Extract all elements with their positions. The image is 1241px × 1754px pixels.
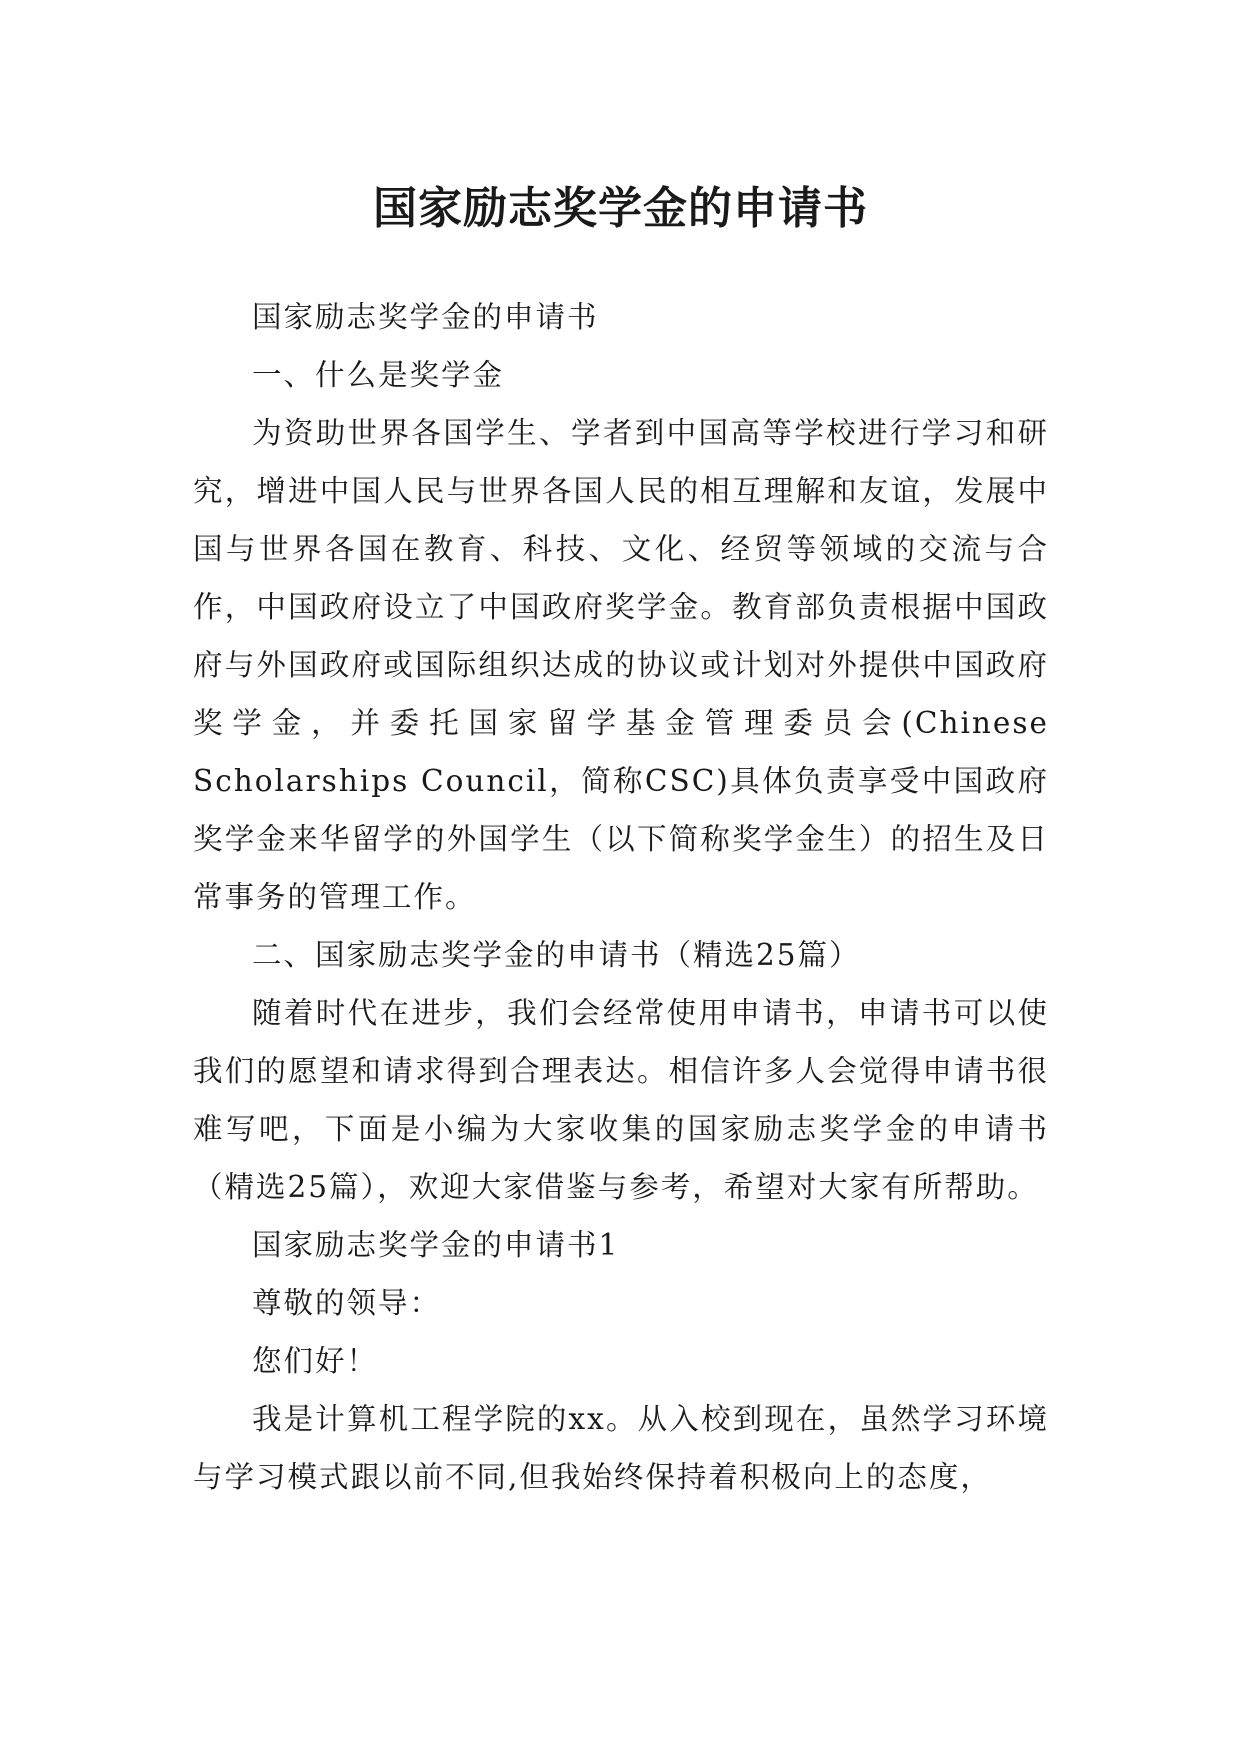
section-heading-what-is-scholarship: 一、什么是奖学金 (252, 358, 505, 392)
document-body (193, 288, 1049, 1506)
section-heading-selected-applications: 二、国家励志奖学金的申请书（精选25篇） (252, 938, 861, 972)
document-title: 国家励志奖学金的申请书 (373, 183, 868, 235)
paragraph-heading: 国家励志奖学金的申请书 (252, 300, 599, 334)
application-heading-1: 国家励志奖学金的申请书1 (252, 1228, 620, 1262)
paragraph-introduction: 随着时代在进步，我们会经常使用申请书，申请书可以使我们的愿望和请求得到合理表达。相信许多人会觉得申请书很难写吧，下面是小编为大家收集的国家励志奖学金的申请书（精选25篇），欢迎大家借鉴与参考，希望对大家有所帮助。 (193, 996, 1049, 1204)
salutation: 尊敬的领导： (252, 1286, 442, 1320)
paragraph-application-body: 我是计算机工程学院的xx。从入校到现在，虽然学习环境与学习模式跟以前不同,但我始终保持着积极向上的态度， (193, 1402, 1049, 1494)
greeting: 您们好！ (252, 1344, 379, 1378)
paragraph-scholarship-description: 为资助世界各国学生、学者到中国高等学校进行学习和研究，增进中国人民与世界各国人民的相互理解和友谊，发展中国与世界各国在教育、科技、文化、经贸等领域的交流与合作，中国政府设立了中国政府奖学金。教育部负责根据中国政府与外国政府或国际组织达成的协议或计划对外提供中国政府奖学金，并委托国家留学基金管理委员会(Chinese Scholarships Council，简称CSC)具体负责享受中国政府奖学金来华留学的外国学生（以下简称奖学金生）的招生及日常事务的管理工作。 (193, 416, 1049, 914)
